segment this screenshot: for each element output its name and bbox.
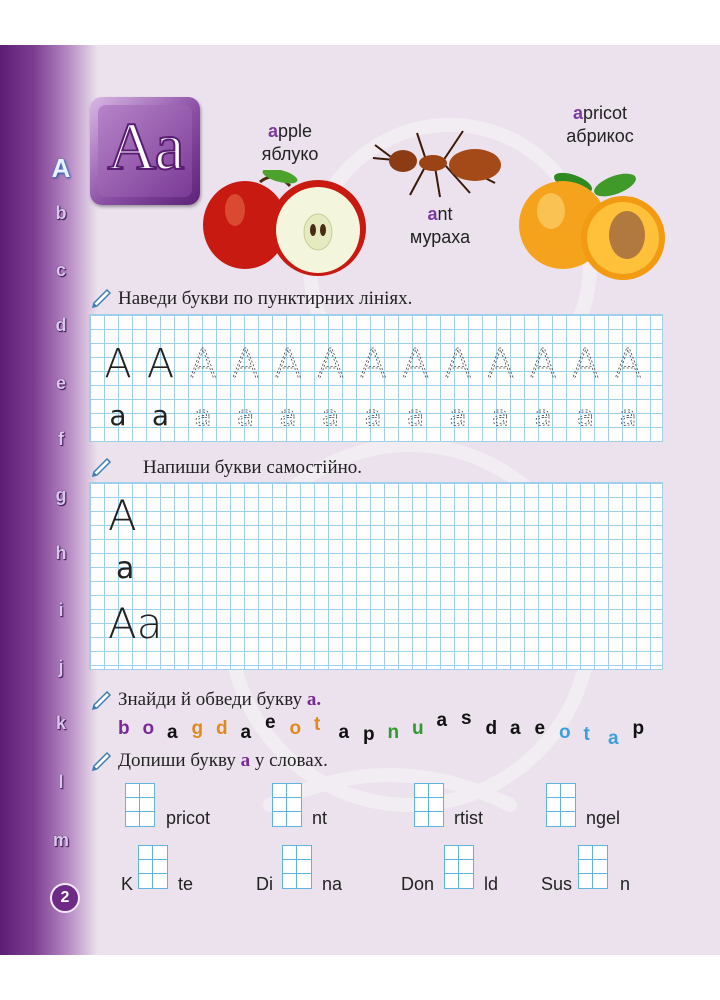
alphabet-letter: d — [55, 315, 67, 335]
pencil-icon — [90, 690, 114, 712]
apple-label: apple яблуко — [261, 121, 319, 164]
missing-letter-box[interactable] — [125, 783, 155, 827]
trace-upper-letter: A — [104, 341, 132, 387]
search-letter[interactable]: d — [485, 718, 498, 739]
search-letter[interactable]: a — [167, 722, 178, 743]
trace-upper-letter: A — [614, 341, 642, 387]
missing-letter-box[interactable] — [578, 845, 608, 889]
pencil-icon — [90, 288, 114, 310]
search-letter[interactable]: s — [461, 708, 472, 729]
search-letter[interactable]: a — [510, 718, 521, 739]
alphabet-letter: c — [55, 260, 66, 280]
trace-lower-letter: a — [406, 399, 425, 432]
alphabet-letter: j — [58, 657, 64, 677]
missing-letter-box[interactable] — [444, 845, 474, 889]
search-letter[interactable]: u — [412, 718, 424, 739]
missing-letter-box[interactable] — [282, 845, 312, 889]
trace-lower-letter: a — [491, 399, 510, 432]
missing-letter-box[interactable] — [414, 783, 444, 827]
alphabet-letter: m — [52, 830, 69, 850]
apricot-label: apricot абрикос — [566, 103, 634, 146]
trace-upper-letter: A — [486, 341, 515, 387]
alphabet-letter: l — [58, 772, 64, 792]
trace-lower-letter: a — [236, 399, 255, 432]
word-start: Don — [401, 874, 435, 894]
apple-image — [200, 170, 370, 282]
word-ending: te — [178, 874, 194, 894]
pencil-icon — [90, 457, 114, 479]
alphabet-letter: b — [55, 203, 67, 223]
search-letter[interactable]: t — [314, 714, 321, 735]
task-write-instruction: Напиши букви самостійно. — [143, 457, 363, 478]
trace-upper-letter: A — [146, 341, 175, 387]
ant-label: ant мураха — [409, 204, 471, 247]
trace-lower-letter: a — [109, 399, 127, 432]
trace-grid — [89, 314, 663, 442]
missing-letter-box[interactable] — [138, 845, 168, 889]
trace-upper-letter: A — [401, 341, 430, 387]
search-letter[interactable]: e — [265, 712, 276, 733]
search-letter[interactable]: e — [534, 718, 546, 739]
alphabet-letter: i — [58, 600, 64, 620]
alphabet-letter: g — [55, 485, 67, 505]
search-letter[interactable]: b — [118, 718, 130, 739]
task-find-instruction: Знайди й обведи букву а. — [118, 689, 322, 710]
trace-upper-letter: A — [189, 341, 217, 387]
trace-lower-letter: a — [364, 399, 382, 432]
trace-lower-letter: a — [194, 399, 212, 432]
search-letter[interactable]: t — [583, 724, 590, 745]
workbook-page — [0, 45, 720, 955]
missing-letter-box[interactable] — [272, 783, 302, 827]
word-ending: na — [322, 874, 343, 894]
trace-upper-letter: A — [359, 341, 387, 387]
trace-upper-letter: A — [231, 341, 260, 387]
word-ending: ld — [484, 874, 499, 894]
trace-upper-letter: A — [316, 341, 345, 387]
task-complete-instruction: Допиши букву а у словах. — [118, 750, 328, 771]
pencil-icon — [90, 751, 114, 773]
search-letter[interactable]: d — [216, 718, 228, 739]
trace-letters — [90, 315, 662, 441]
word-ending: nt — [312, 808, 328, 828]
write-grid — [89, 482, 663, 670]
letter-tile — [90, 97, 200, 205]
search-letter[interactable]: a — [436, 710, 448, 731]
trace-lower-letter: a — [534, 399, 552, 432]
trace-lower-letter: a — [279, 399, 297, 432]
trace-lower-letter: a — [619, 399, 637, 432]
search-letter[interactable]: a — [338, 722, 350, 743]
search-letter[interactable]: p — [363, 724, 375, 745]
search-letter[interactable]: o — [142, 718, 155, 739]
word-ending: rtist — [454, 808, 483, 828]
write-sample-lower: a — [116, 551, 135, 586]
trace-upper-letter: A — [571, 341, 600, 387]
search-letter[interactable]: a — [608, 728, 619, 749]
word-ending: ngel — [586, 808, 621, 828]
trace-lower-letter: a — [321, 399, 340, 432]
trace-lower-letter: a — [449, 399, 467, 432]
alphabet-letter: e — [55, 373, 66, 393]
search-letter[interactable]: o — [559, 722, 571, 743]
alphabet-letter: k — [55, 713, 66, 733]
trace-upper-letter: A — [529, 341, 557, 387]
page-number: 2 — [50, 883, 80, 913]
trace-upper-letter: A — [444, 341, 472, 387]
search-letter[interactable]: a — [240, 722, 252, 743]
word-start: Di — [256, 874, 273, 894]
trace-lower-letter: a — [576, 399, 595, 432]
search-letter[interactable]: p — [632, 718, 645, 739]
letter-tile-text: Aa — [107, 108, 183, 184]
search-letter[interactable]: o — [289, 718, 302, 739]
ant-image — [365, 115, 515, 205]
word-start: K — [121, 874, 134, 894]
alphabet-letter: h — [55, 543, 67, 563]
write-sample-upper: A — [108, 491, 137, 540]
search-letter[interactable]: n — [387, 722, 400, 743]
alphabet-letter: A — [51, 153, 71, 183]
word-ending: n — [620, 874, 631, 894]
task-trace-instruction: Наведи букви по пунктирних лініях. — [118, 288, 413, 309]
trace-lower-letter: a — [151, 399, 170, 432]
alphabet-letter: f — [58, 429, 64, 449]
write-sample-pair: Aa — [108, 599, 163, 648]
trace-upper-letter: A — [274, 341, 302, 387]
search-letter[interactable]: g — [191, 718, 204, 739]
word-start: Sus — [541, 874, 573, 894]
word-ending: pricot — [166, 808, 211, 828]
missing-letter-box[interactable] — [546, 783, 576, 827]
apricot-image — [515, 163, 670, 283]
